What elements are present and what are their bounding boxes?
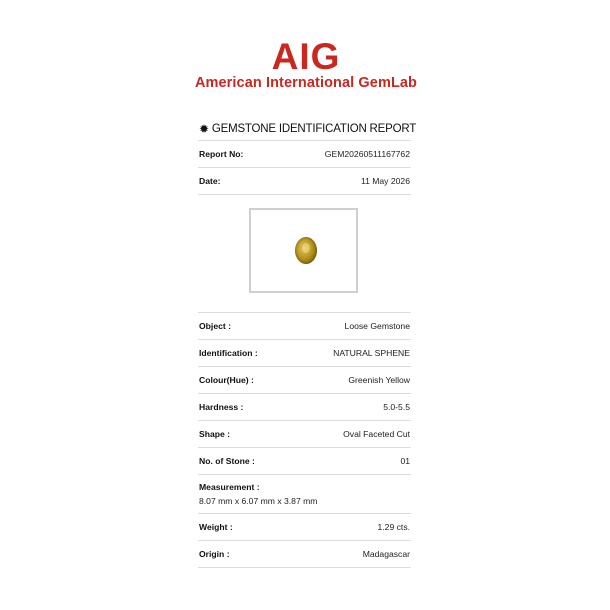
- date-value: 11 May 2026: [360, 176, 410, 186]
- gem-highlight: [302, 243, 310, 253]
- shape-row: [198, 420, 411, 447]
- measurement-row: [198, 474, 411, 513]
- object-value: Loose Gemstone: [344, 321, 410, 331]
- gear-icon: ✹: [199, 122, 209, 136]
- colour-row: [198, 366, 411, 393]
- stone-count-row: [198, 447, 411, 474]
- date-row: [198, 167, 411, 194]
- measurement-value: 8.07 mm x 6.07 mm x 3.87 mm: [199, 496, 318, 506]
- origin-row: [198, 540, 411, 567]
- report-title: GEMSTONE IDENTIFICATION REPORT: [211, 123, 417, 135]
- report-header: [198, 118, 417, 140]
- gemstone-image: [295, 237, 317, 264]
- origin-value: Madagascar: [362, 549, 410, 559]
- weight-label: Weight :: [199, 522, 233, 532]
- measurement-label: Measurement :: [199, 482, 260, 492]
- bottom-rule: [198, 567, 411, 568]
- gemstone-image-row: [198, 194, 411, 312]
- lab-name: American International GemLab: [194, 75, 418, 91]
- report-number-value: GEM20260511167762: [324, 149, 410, 159]
- logo-mark: AIG: [271, 36, 341, 77]
- shape-value: Oval Faceted Cut: [343, 429, 410, 439]
- colour-label: Colour(Hue) :: [199, 375, 254, 385]
- identification-report: [198, 118, 417, 568]
- date-label: Date:: [199, 176, 221, 186]
- hardness-label: Hardness :: [199, 402, 244, 412]
- report-number-label: Report No:: [199, 149, 244, 159]
- stone-count-label: No. of Stone :: [199, 456, 255, 466]
- identification-value: NATURAL SPHENE: [333, 348, 410, 358]
- report-number-row: [198, 140, 411, 167]
- shape-label: Shape :: [199, 429, 231, 439]
- gemstone-photo-frame: [249, 208, 358, 293]
- origin-label: Origin :: [199, 549, 230, 559]
- stone-count-value: 01: [400, 456, 410, 466]
- identification-row: [198, 339, 411, 366]
- hardness-value: 5.0-5.5: [383, 402, 410, 412]
- object-row: [198, 312, 411, 339]
- object-label: Object :: [199, 321, 231, 331]
- colour-value: Greenish Yellow: [348, 375, 410, 385]
- hardness-row: [198, 393, 411, 420]
- weight-value: 1.29 cts.: [377, 522, 410, 532]
- lab-logo: [0, 38, 610, 91]
- weight-row: [198, 513, 411, 540]
- identification-label: Identification :: [199, 348, 258, 358]
